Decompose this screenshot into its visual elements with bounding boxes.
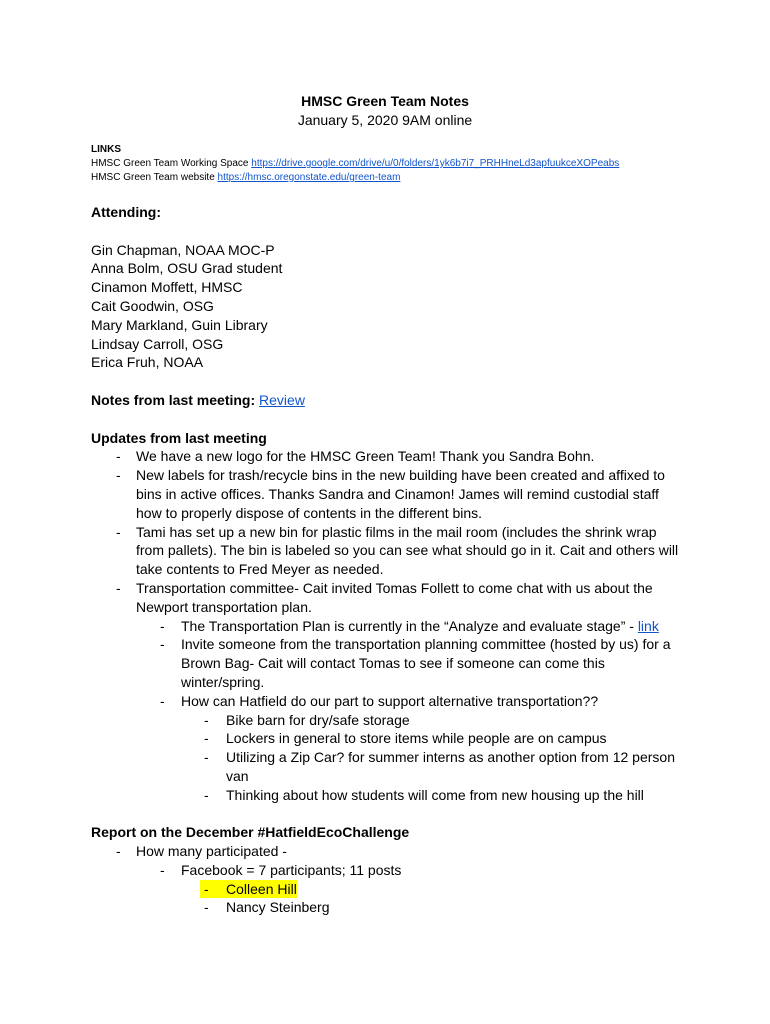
bullet-dash: - bbox=[160, 617, 165, 634]
item-text-line: how to properly dispose of contents in the different bins. bbox=[136, 504, 483, 521]
item-text-line: Thinking about how students will come from new housing up the hill bbox=[226, 786, 644, 803]
attendee-list bbox=[91, 241, 731, 373]
item-text-line: from pallets). The bin is labeled so you can see what should go in it. Cait and others will bbox=[136, 542, 679, 559]
item-text-line: We have a new logo for the HMSC Green Team! Thank you Sandra Bohn. bbox=[136, 448, 595, 465]
attendee-name: Gin Chapman, NOAA MOC-P bbox=[91, 241, 275, 258]
item-text-line: Lockers in general to store items while people are on campus bbox=[226, 730, 607, 747]
bullet-dash: - bbox=[160, 636, 165, 653]
item-text-line: Bike barn for dry/safe storage bbox=[226, 711, 410, 728]
item-text-line: Brown Bag- Cait will contact Tomas to see if someone can come this bbox=[181, 655, 605, 672]
bullet-dash: - bbox=[204, 749, 209, 766]
link-label: HMSC Green Team Working Space bbox=[91, 158, 249, 169]
item-text-line: Transportation committee- Cait invited Tomas Follett to come chat with us about the bbox=[136, 579, 653, 596]
document-header bbox=[0, 92, 770, 130]
list-item bbox=[91, 711, 731, 730]
bullet-dash: - bbox=[116, 523, 121, 540]
bullet-dash: - bbox=[160, 861, 165, 878]
item-text-line: take contents to Fred Meyer as needed. bbox=[136, 561, 384, 578]
attendee-name: Erica Fruh, NOAA bbox=[91, 354, 204, 371]
attendee-name: Cinamon Moffett, HMSC bbox=[91, 279, 243, 296]
attendee-name: Cait Goodwin, OSG bbox=[91, 297, 214, 314]
bullet-dash: - bbox=[204, 786, 209, 803]
links-heading: LINKS bbox=[91, 144, 121, 155]
notes-body bbox=[91, 203, 731, 917]
item-text-line: New labels for trash/recycle bins in the new building have been created and affixed to bbox=[136, 467, 665, 484]
attendee-name: Anna Bolm, OSU Grad student bbox=[91, 260, 283, 277]
list-item bbox=[91, 617, 731, 636]
text-highlight bbox=[200, 880, 297, 899]
bullet-dash: - bbox=[204, 730, 209, 747]
item-text-line: Utilizing a Zip Car? for summer interns as another option from 12 person bbox=[226, 749, 675, 766]
link-label: HMSC Green Team website bbox=[91, 172, 215, 183]
updates-heading: Updates from last meeting bbox=[91, 429, 267, 446]
list-item bbox=[91, 842, 731, 861]
item-text-line: How can Hatfield do our part to support alternative transportation?? bbox=[181, 692, 599, 709]
bullet-dash: - bbox=[160, 692, 165, 709]
item-text-line: Invite someone from the transportation planning committee (hosted by us) for a bbox=[181, 636, 671, 653]
updates-section bbox=[91, 429, 731, 805]
report-section bbox=[91, 823, 731, 917]
link-row-website bbox=[91, 171, 619, 185]
list-item bbox=[91, 861, 731, 880]
report-heading: Report on the December #HatfieldEcoChallenge bbox=[91, 824, 410, 841]
document-title: HMSC Green Team Notes bbox=[301, 93, 469, 109]
list-item bbox=[91, 786, 731, 805]
item-text-line: Colleen Hill bbox=[226, 880, 297, 897]
item-text: The Transportation Plan is currently in the “Analyze and evaluate stage” - bbox=[181, 617, 634, 634]
item-text-line bbox=[181, 617, 731, 636]
item-text-line: winter/spring. bbox=[181, 673, 265, 690]
transportation-plan-link[interactable]: link bbox=[637, 617, 659, 634]
list-item bbox=[91, 466, 731, 522]
attending-heading: Attending: bbox=[91, 204, 161, 220]
list-item bbox=[91, 898, 731, 917]
bullet-dash: - bbox=[204, 899, 209, 916]
bullet-dash: - bbox=[116, 843, 121, 860]
item-text-line: How many participated - bbox=[136, 843, 287, 860]
working-space-link[interactable]: https://drive.google.com/drive/u/0/folders/1yk6b7i7_PRHHneLd3apfuukceXOPeabs bbox=[251, 158, 620, 169]
item-text-line: bins in active offices. Thanks Sandra and Cinamon! James will remind custodial staff bbox=[136, 485, 659, 502]
list-item bbox=[91, 447, 731, 466]
meeting-date: January 5, 2020 9AM online bbox=[297, 111, 473, 128]
website-link[interactable]: https://hmsc.oregonstate.edu/green-team bbox=[217, 172, 401, 183]
list-item bbox=[91, 692, 731, 711]
bullet-dash: - bbox=[116, 579, 121, 596]
links-section bbox=[91, 143, 619, 185]
item-text-line: Newport transportation plan. bbox=[136, 598, 312, 615]
bullet-dash: - bbox=[116, 448, 121, 465]
item-text-line: van bbox=[226, 767, 249, 784]
list-item bbox=[91, 635, 731, 691]
item-text-line: Facebook = 7 participants; 11 posts bbox=[181, 861, 402, 878]
list-item bbox=[91, 729, 731, 748]
review-link[interactable]: Review bbox=[259, 391, 305, 408]
item-text-line: Nancy Steinberg bbox=[226, 899, 330, 916]
last-meeting-label: Notes from last meeting: bbox=[91, 391, 256, 408]
list-item bbox=[91, 748, 731, 786]
attendee-name: Mary Markland, Guin Library bbox=[91, 316, 268, 333]
item-text-line: Tami has set up a new bin for plastic films in the mail room (includes the shrink wrap bbox=[136, 523, 657, 540]
list-item bbox=[91, 523, 731, 579]
last-meeting-notes bbox=[91, 391, 731, 410]
attendee-name: Lindsay Carroll, OSG bbox=[91, 335, 224, 352]
list-item bbox=[91, 579, 731, 617]
bullet-dash: - bbox=[204, 711, 209, 728]
bullet-dash: - bbox=[116, 467, 121, 484]
link-row-working-space bbox=[91, 157, 619, 171]
list-item-highlighted bbox=[91, 880, 731, 899]
bullet-dash: - bbox=[204, 880, 209, 897]
